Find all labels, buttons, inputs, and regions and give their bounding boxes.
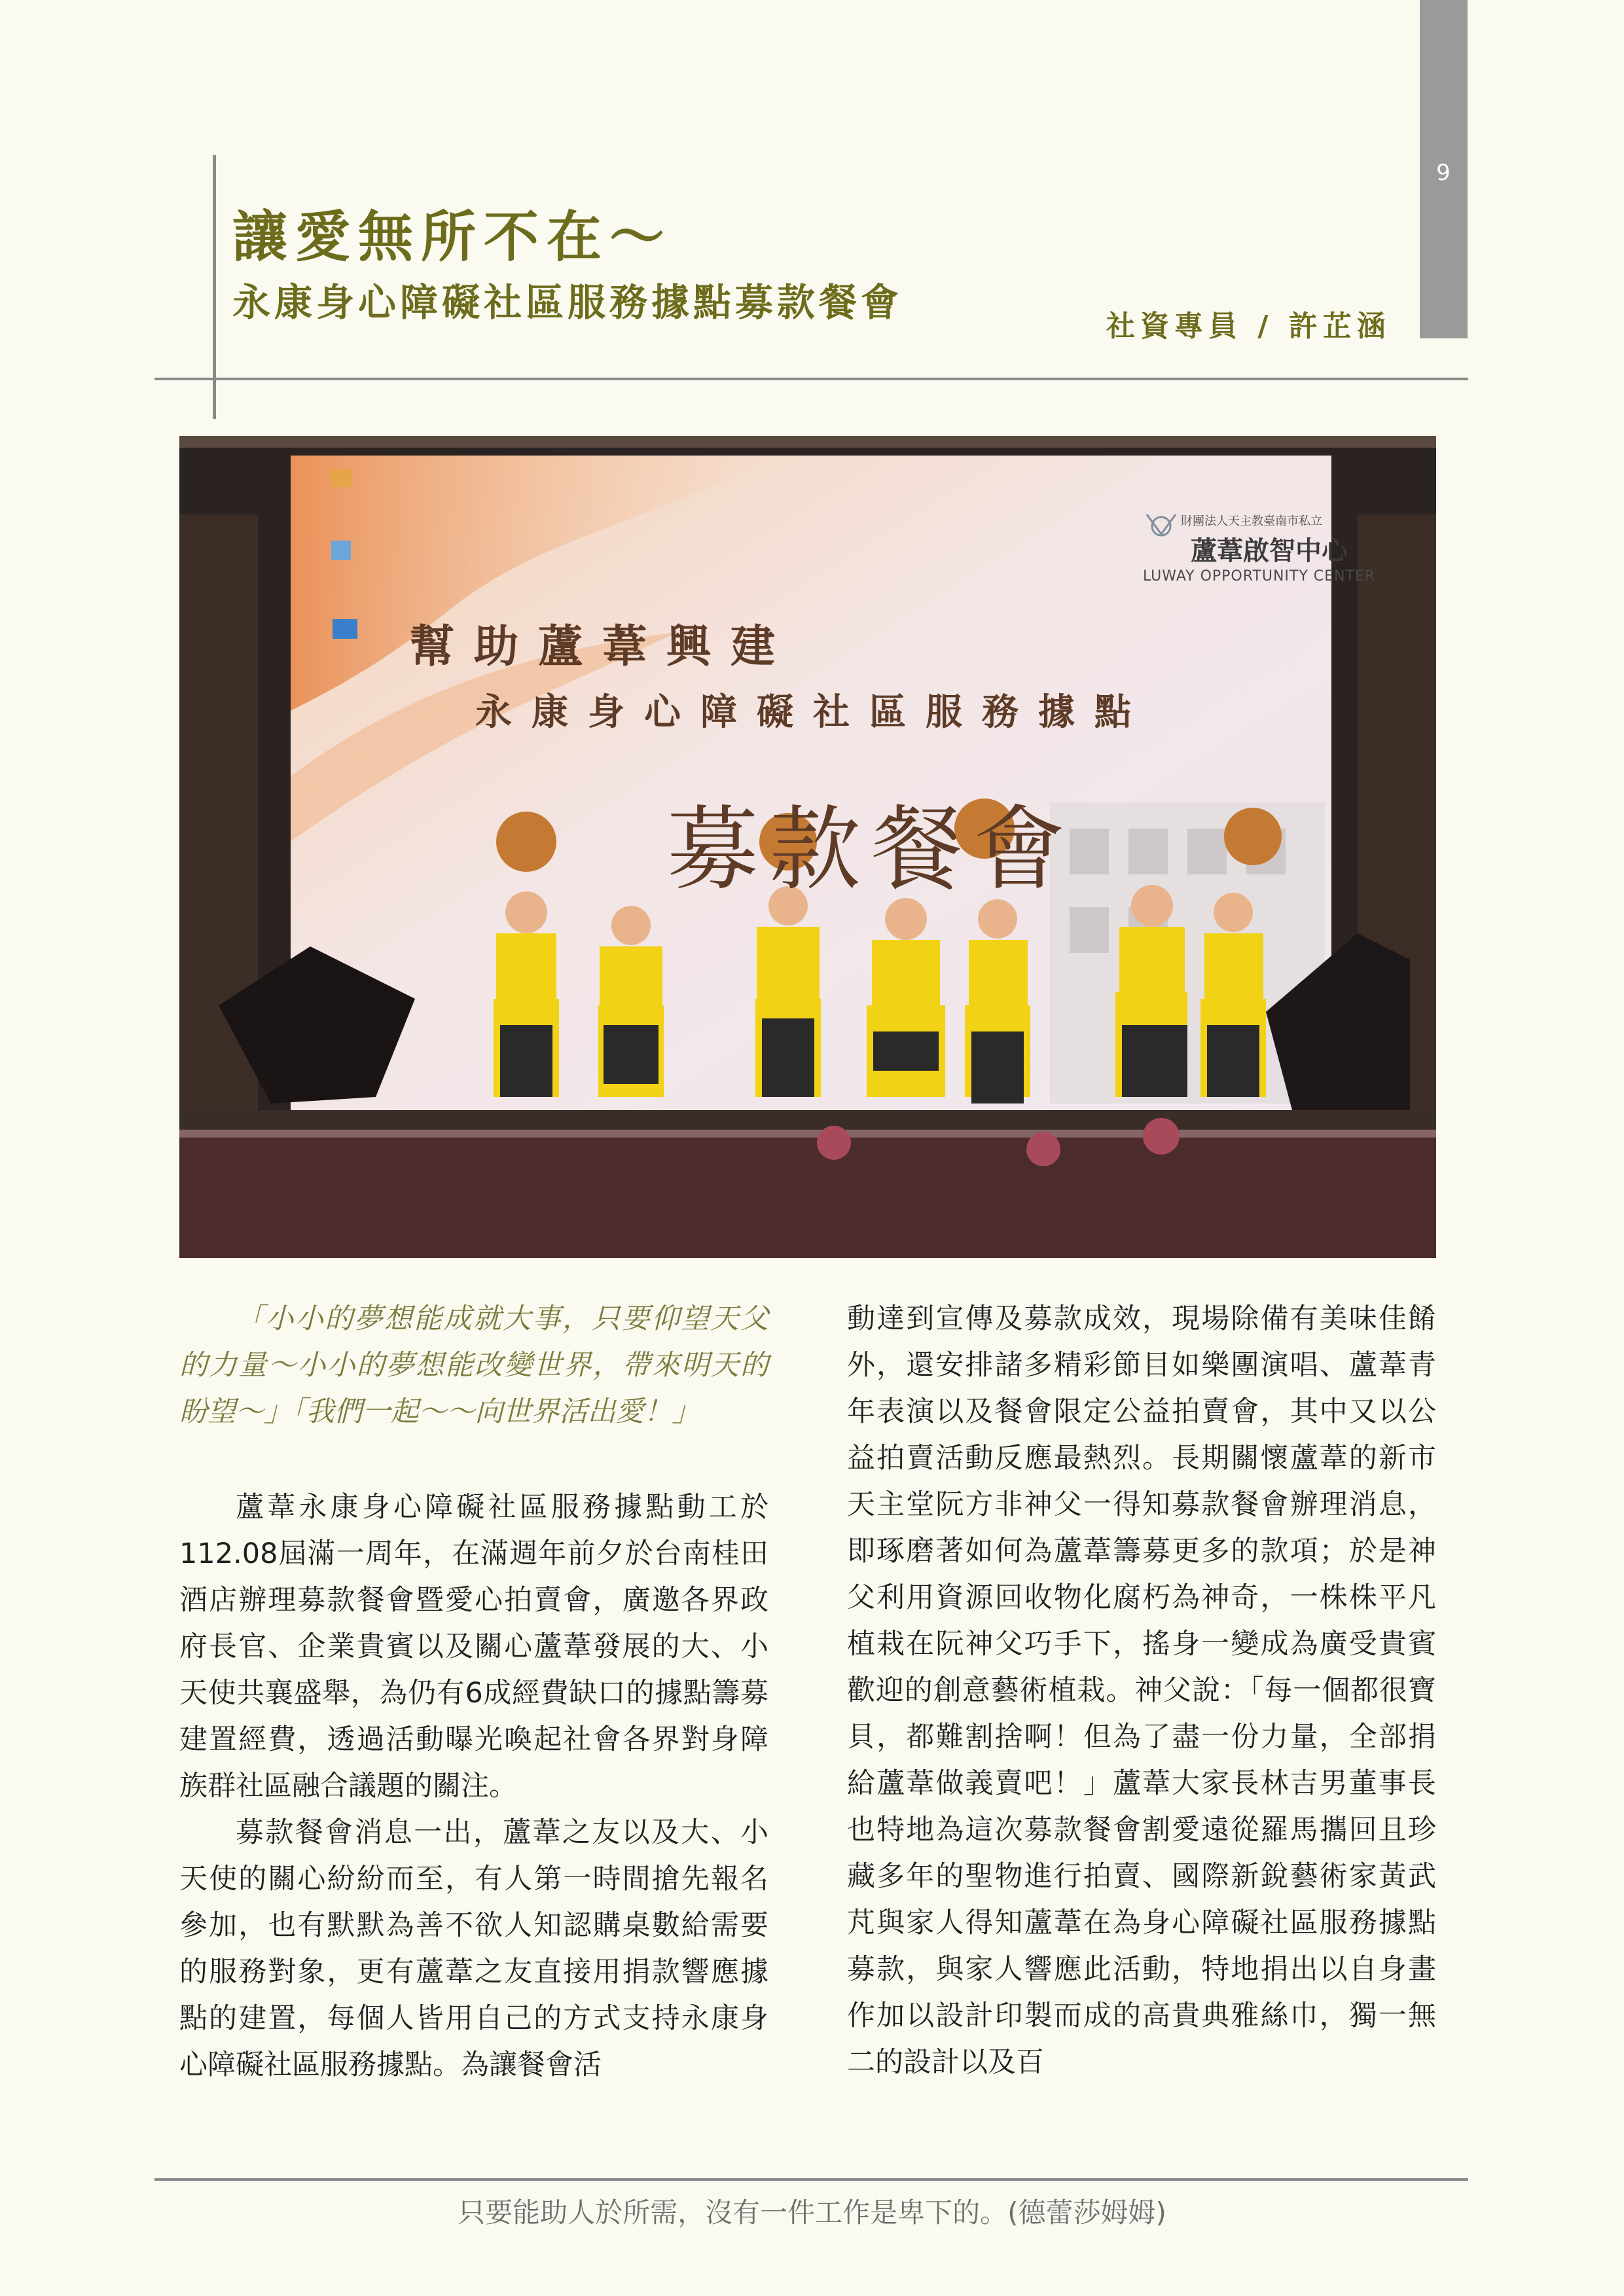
screen-logo-english: LUWAY OPPORTUNITY CENTER [1143,568,1376,584]
header-rule [154,378,1468,380]
left-column [179,1296,768,2089]
screen-logo-name: 蘆葦啟智中心 [1191,536,1348,566]
body-paragraph: 蘆葦永康身心障礙社區服務據點動工於112.08屆滿一周年，在滿週年前夕於台南桂田酒店辦理募款餐會暨愛心拍賣會，廣邀各界政府長官、企業貴賓以及關心蘆葦發展的大、小天使共襄盛舉，為仍有6成經費缺口的據點籌募建置經費，透過活動曝光喚起社會各界對身障族群社區融合議題的關注。 [179,1491,768,1803]
article-title: 讓愛無所不在～ [232,205,673,269]
right-column [847,1296,1436,2086]
screen-banner-line-2: 永康身心障礙社區服務據點 [475,691,1151,734]
screen-logo-org: 財團法人天主教臺南市私立 [1181,514,1322,528]
article-subtitle: 永康身心障礙社區服務據點募款餐會 [232,280,903,325]
footer-rule [154,2178,1468,2181]
author-byline: 社資專員 / 許芷涵 [1106,310,1391,343]
footer-quote: 只要能助人於所需，沒有一件工作是卑下的。(德蕾莎姆姆) [458,2197,1166,2229]
event-photo [179,436,1436,1258]
screen-banner-line-1: 幫助蘆葦興建 [410,620,795,673]
opening-quote: 「小小的夢想能成就大事，只要仰望天父的力量～小小的夢想能改變世界，帶來明天的盼望～」「我們一起～～向世界活出愛！」 [179,1302,768,1428]
screen-banner-line-3: 募款餐會 [667,797,1076,903]
page-number: 9 [1436,160,1451,186]
body-paragraph: 募款餐會消息一出，蘆葦之友以及大、小天使的關心紛紛而至，有人第一時間搶先報名參加，也有默默為善不欲人知認購桌數給需要的服務對象，更有蘆葦之友直接用捐款響應據點的建置，每個人皆用自己的方式支持永康身心障礙社區服務據點。為讓餐會活 [179,1816,768,2081]
body-paragraph: 動達到宣傳及募款成效，現場除備有美味佳餚外，還安排諸多精彩節目如樂團演唱、蘆葦青年表演以及餐會限定公益拍賣會，其中又以公益拍賣活動反應最熱烈。長期關懷蘆葦的新市天主堂阮方非神父一得知募款餐會辦理消息，即琢磨著如何為蘆葦籌募更多的款項；於是神父利用資源回收物化腐朽為神奇，一株株平凡植栽在阮神父巧手下，搖身一變成為廣受貴賓歡迎的創意藝術植栽。神父說：「每一個都很寶貝，都難割捨啊！但為了盡一份力量，全部捐給蘆葦做義賣吧！」蘆葦大家長林吉男董事長也特地為這次募款餐會割愛遠從羅馬攜回且珍藏多年的聖物進行拍賣、國際新銳藝術家黃武芃與家人得知蘆葦在為身心障礙社區服務據點募款，與家人響應此活動，特地捐出以自身畫作加以設計印製而成的高貴典雅絲巾，獨一無二的設計以及百 [847,1302,1436,2079]
